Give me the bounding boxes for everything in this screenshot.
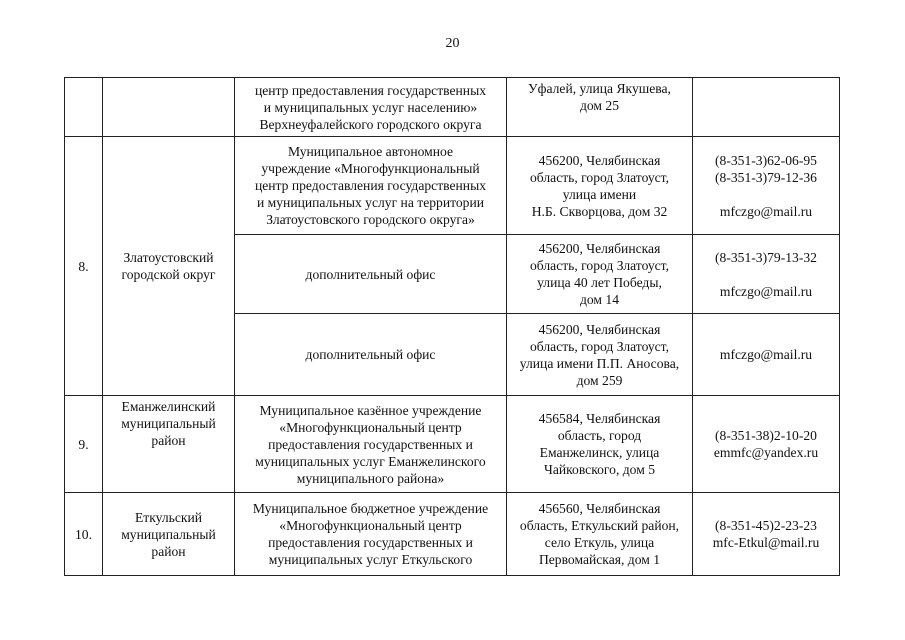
address-cell: 456200, Челябинская область, город Златоуст, улица имени П.П. Аносова, дом 259: [507, 314, 693, 396]
address-cell: Уфалей, улица Якушева, дом 25: [507, 78, 693, 137]
district-cell: [103, 78, 235, 137]
row-number-cell: 10.: [65, 493, 103, 576]
mfc-table: [64, 77, 840, 576]
contacts-cell: (8-351-38)2-10-20 emmfc@yandex.ru: [693, 396, 840, 493]
contacts-cell: (8-351-3)79-13-32 mfczgo@mail.ru: [693, 235, 840, 314]
address-cell: 456560, Челябинская область, Еткульский район, село Еткуль, улица Первомайская, дом 1: [507, 493, 693, 576]
district-cell: Еткульский муниципальный район: [103, 493, 235, 576]
organization-cell: Муниципальное казённое учреждение «Многофункциональный центр предоставления государственных и муниципальных услуг Еманжелинского муниципального района»: [235, 396, 507, 493]
table-row: [65, 137, 840, 235]
row-number-cell: 9.: [65, 396, 103, 493]
organization-cell: центр предоставления государственных и муниципальных услуг населению» Верхнеуфалейского городского округа: [235, 78, 507, 137]
district-cell: Еманжелинский муниципальный район: [103, 396, 235, 493]
row-number-cell: [65, 78, 103, 137]
address-cell: 456584, Челябинская область, город Еманжелинск, улица Чайковского, дом 5: [507, 396, 693, 493]
row-number-cell: 8.: [65, 137, 103, 396]
organization-cell: дополнительный офис: [235, 235, 507, 314]
organization-cell: Муниципальное автономное учреждение «Многофункциональный центр предоставления государственных и муниципальных услуг на территории Златоустовского городского округа»: [235, 137, 507, 235]
address-cell: 456200, Челябинская область, город Златоуст, улица 40 лет Победы, дом 14: [507, 235, 693, 314]
page-number: 20: [445, 36, 460, 51]
contacts-cell: (8-351-45)2-23-23 mfc-Etkul@mail.ru: [693, 493, 840, 576]
table-row: [65, 396, 840, 493]
table-row: [65, 78, 840, 137]
table-row: [65, 493, 840, 576]
organization-cell: дополнительный офис: [235, 314, 507, 396]
address-cell: 456200, Челябинская область, город Златоуст, улица имени Н.Б. Скворцова, дом 32: [507, 137, 693, 235]
contacts-cell: (8-351-3)62-06-95 (8-351-3)79-12-36 mfczgo@mail.ru: [693, 137, 840, 235]
contacts-cell: [693, 78, 840, 137]
organization-cell: Муниципальное бюджетное учреждение «Многофункциональный центр предоставления государственных и муниципальных услуг Еткульского: [235, 493, 507, 576]
district-cell: Златоустовский городской округ: [103, 137, 235, 396]
contacts-cell: mfczgo@mail.ru: [693, 314, 840, 396]
